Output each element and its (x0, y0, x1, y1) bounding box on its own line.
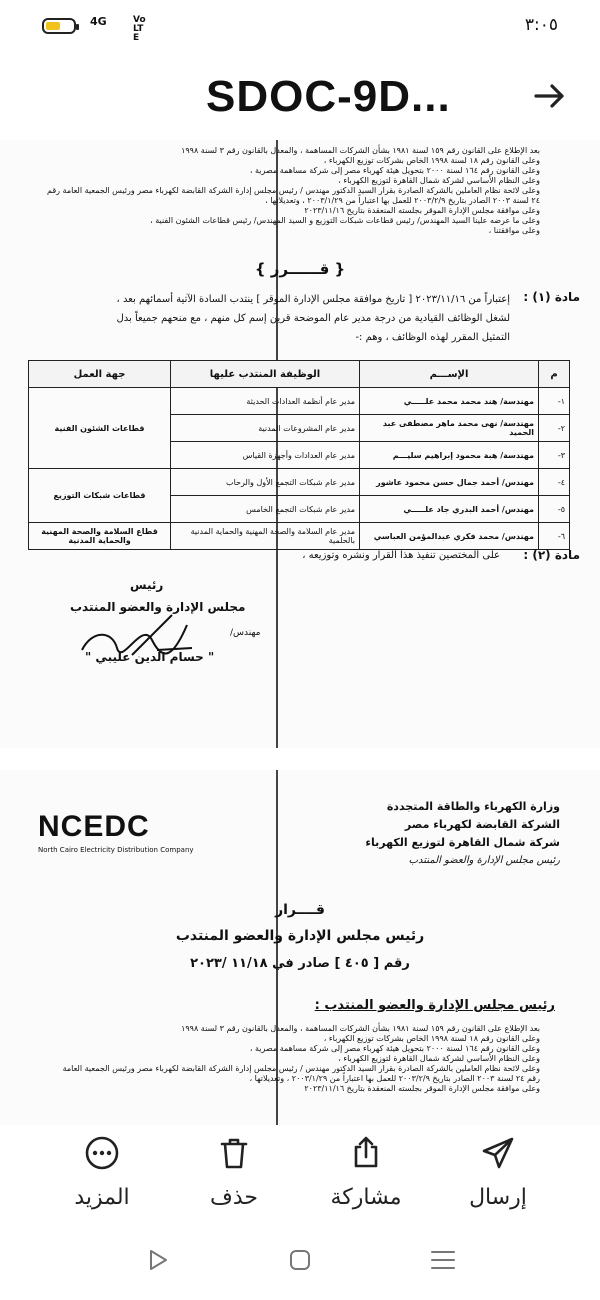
section-heading: رئيس مجلس الإدارة والعضو المنتدب : (314, 998, 555, 1013)
org-line: وزارة الكهرباء والطاقة المتجددة (386, 800, 560, 813)
status-bar (0, 0, 600, 56)
more-label: المزيد (74, 1185, 130, 1210)
send-label: إرسال (469, 1185, 527, 1210)
trash-icon (216, 1135, 252, 1171)
intro-line: بعد الإطلاع على القانون رقم ١٥٩ لسنة ١٩٨١ بشأن الشركات المساهمة ، والمعدل بالقانون رقم ٣ لسنة ١٩٩٨ (181, 146, 540, 155)
send-button[interactable] (438, 1135, 558, 1225)
row-job: مدير عام شبكات التجمع الأول والرحاب (171, 469, 360, 496)
more-dots-icon (84, 1135, 120, 1171)
decision-heading: { قــــــرر } (254, 260, 346, 278)
decree-title: قــــرار (275, 902, 325, 918)
row-name: مهندسة/ هبة محمود إبراهيم سليـــم (360, 442, 539, 469)
sign-title-1: رئيس (130, 578, 164, 592)
org-block (365, 798, 560, 870)
system-nav-bar (0, 1234, 600, 1294)
intro-line: وعلى موافقة مجلس الإدارة الموقر بجلسته المنعقدة بتاريخ ٢٠٢٣/١١/١٦ (304, 1084, 540, 1093)
delete-label: حذف (210, 1185, 258, 1210)
intro-line: وعلى موافقتنا ، (488, 226, 540, 235)
document-title: SDOC-9D... (206, 72, 451, 121)
intro-line: وعلى القانون رقم ١٨ لسنة ١٩٩٨ الخاص بشركات توزيع الكهرباء ، (323, 1034, 540, 1043)
logo-text: NCEDC (38, 810, 150, 843)
home-square-icon[interactable] (288, 1248, 312, 1272)
recents-menu-icon[interactable] (430, 1248, 456, 1272)
col-header-num: م (539, 361, 570, 388)
volte-badge: Vo LTE (133, 15, 146, 43)
row-num: ٥- (539, 496, 570, 523)
battery-icon (42, 18, 76, 34)
org-line: رئيس مجلس الإدارة والعضو المنتدب (408, 855, 560, 866)
intro-line: وعلى النظام الأساسي لشركة شمال القاهرة لتوزيع الكهرباء ، (338, 1054, 540, 1063)
share-icon (348, 1135, 384, 1171)
row-num: ٤- (539, 469, 570, 496)
delete-button[interactable] (174, 1135, 294, 1225)
table-row (29, 523, 570, 550)
back-triangle-icon[interactable] (146, 1248, 170, 1272)
intro-line: وعلى لائحة نظام العاملين بالشركة الصادرة بقرار السيد الدكتور مهندس / رئيس مجلس إدارة الشركة القابضة لكهرباء مصر ورئيس الجمعية العامة رقم ٢٤ لسنة ٢٠٠٣ الصادر بتاريخ ٢٠٠٣/٢/٩ للعمل بها اعتباراً من ٢٠٠٣/١/٢٩ ، وتعديلاتها ، (62, 1064, 540, 1083)
viewer-header (0, 68, 600, 132)
clock: ٣:٠٥ (524, 15, 558, 35)
arrow-right-icon[interactable] (532, 78, 568, 114)
col-header-job: الوظيفة المنتدب عليها (171, 361, 360, 388)
row-job: مدير عام المشروعات المدنية (171, 415, 360, 442)
send-icon (480, 1135, 516, 1171)
intro-line: وعلى القانون رقم ١٦٤ لسنة ٢٠٠٠ بتحويل هيئة كهرباء مصر إلى شركة مساهمة مصرية ، (249, 1044, 540, 1053)
row-num: ٣- (539, 442, 570, 469)
row-sector: قطاعات الشئون الفنية (29, 388, 171, 469)
table-row (29, 469, 570, 496)
row-name: مهندس/ أحمد جمال حسن محمود عاشور (360, 469, 539, 496)
logo-subtitle: North Cairo Electricity Distribution Company (38, 846, 194, 854)
sign-prefix: مهندس/ (230, 628, 261, 638)
row-name: مهندس/ محمد فكري عبدالمؤمن العباسي (360, 523, 539, 550)
intro-list-2 (60, 1024, 540, 1094)
row-num: ٢- (539, 415, 570, 442)
row-sector: قطاعات شبكات التوزيع (29, 469, 171, 523)
intro-line: وعلى لائحة نظام العاملين بالشركة الصادرة بقرار السيد الدكتور مهندس / رئيس مجلس إدارة الشركة القابضة لكهرباء مصر ورئيس الجمعية العامة رقم ٢٤ لسنة ٢٠٠٣ الصادر بتاريخ ٢٠٠٣/٢/٩ للعمل بها اعتباراً من ٢٠٠٣/١/٢٩ ، وتعديلاتها ، (47, 186, 540, 205)
action-bar (0, 1125, 600, 1230)
row-job: مدير عام شبكات التجمع الخامس (171, 496, 360, 523)
col-header-name: الإســـم (360, 361, 539, 388)
intro-line: وعلى ما عرضه علينا السيد المهندس/ رئيس قطاعات شبكات التوزيع و السيد المهندس/ رئيس قطاعات الشئون الفنية ، (150, 216, 540, 225)
row-name: مهندسة/ هند محمد محمد علـــــي (360, 388, 539, 415)
sign-title-2: مجلس الإدارة والعضو المنتدب (70, 600, 246, 614)
article-1-label: مادة (١) : (523, 290, 580, 304)
org-line: الشركة القابضة لكهرباء مصر (404, 818, 560, 831)
row-job: مدير عام العدادات وأجهزة القياس (171, 442, 360, 469)
intro-line: بعد الإطلاع على القانون رقم ١٥٩ لسنة ١٩٨١ بشأن الشركات المساهمة ، والمعدل بالقانون رقم ٣ لسنة ١٩٩٨ (181, 1024, 540, 1033)
intro-line: وعلى موافقة مجلس الإدارة الموقر بجلسته المنعقدة بتاريخ ٢٠٢٣/١١/١٦ (304, 206, 540, 215)
assignments-table (28, 360, 570, 550)
network-indicator: 4G (90, 15, 107, 28)
company-logo (38, 810, 194, 854)
intro-list (40, 146, 540, 236)
col-header-sector: جهة العمل (29, 361, 171, 388)
row-sector: قطاع السلامة والصحة المهنية والحماية المدنية (29, 523, 171, 550)
document-page-1[interactable] (0, 140, 600, 748)
decree-number: رقم [ ٤٠٥ ] صادر في ١١/١٨ /٢٠٢٣ (190, 956, 410, 971)
intro-line: وعلى القانون رقم ١٨ لسنة ١٩٩٨ الخاص بشركات توزيع الكهرباء ، (323, 156, 540, 165)
row-num: ١- (539, 388, 570, 415)
article-1-text: إعتباراً من ٢٠٢٣/١١/١٦ [ تاريخ موافقة مجلس الإدارة الموقر ] ينتدب السادة الآتية أسمائهم بعد ، لشغل الوظائف القيادية من درجة مدير عام الموضحة قرين إسم كل منهم ، مع منحهم جميعاً بدل التمثيل المقرر لهذه الوظائف ، وهم :- (116, 294, 510, 343)
sign-name: " حسام الدين عليبي " (85, 650, 215, 664)
table-row (29, 388, 570, 415)
intro-line: وعلى القانون رقم ١٦٤ لسنة ٢٠٠٠ بتحويل هيئة كهرباء مصر إلى شركة مساهمة مصرية ، (249, 166, 540, 175)
decree-subtitle: رئيس مجلس الإدارة والعضو المنتدب (175, 928, 425, 944)
org-line: شركة شمال القاهرة لتوزيع الكهرباء (365, 836, 560, 849)
row-name: مهندس/ أحمد البدري جاد علـــــي (360, 496, 539, 523)
row-num: ٦- (539, 523, 570, 550)
share-label: مشاركة (330, 1185, 402, 1210)
article-2-label: مادة (٢) : (523, 548, 580, 562)
row-job: مدير عام السلامة والصحة المهنية والحماية المدنية بالحلمية (171, 523, 360, 550)
row-job: مدير عام أنظمة العدادات الحديثة (171, 388, 360, 415)
intro-line: وعلى النظام الأساسي لشركة شمال القاهرة لتوزيع الكهرباء ، (338, 176, 540, 185)
share-button[interactable] (306, 1135, 426, 1225)
row-name: مهندسة/ نهى محمد ماهر مصطفى عبد الحميد (360, 415, 539, 442)
more-button[interactable] (42, 1135, 162, 1225)
article-2-text: على المختصين تنفيذ هذا القرار ونشره وتوزيعه ، (302, 550, 500, 561)
document-page-2[interactable] (0, 770, 600, 1130)
